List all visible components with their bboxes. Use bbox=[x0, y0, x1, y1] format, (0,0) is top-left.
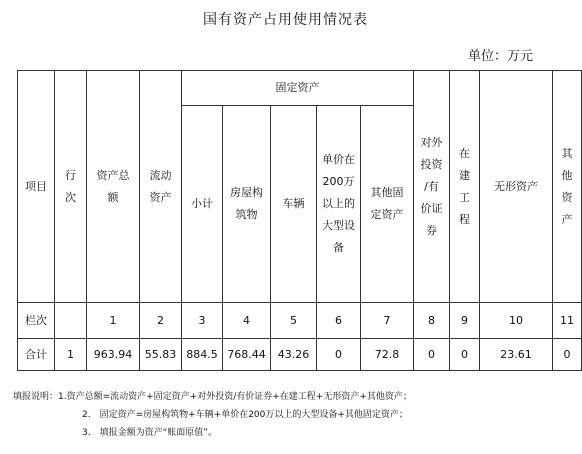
table-cell: 2 bbox=[140, 303, 182, 339]
note-line: 2. 固定资产=房屋构筑物+车辆+单价在200万以上的大型设备+其他固定资产； bbox=[82, 410, 408, 420]
total-label: 合计 bbox=[18, 339, 55, 371]
header-total-assets: 资产总 额 bbox=[87, 71, 140, 303]
table-row-total bbox=[18, 339, 582, 371]
page-title: 国有资产占用使用情况表 bbox=[203, 12, 368, 28]
header-current-assets: 流动 资产 bbox=[140, 71, 182, 303]
table-cell: 0 bbox=[553, 339, 582, 371]
header-construction: 在 建 工 程 bbox=[450, 71, 480, 303]
table-cell: 23.61 bbox=[480, 339, 553, 371]
header-vehicles: 车辆 bbox=[271, 106, 317, 303]
table-cell: 10 bbox=[480, 303, 553, 339]
note-line: 3. 填报金额为资产“账面原值”。 bbox=[82, 428, 217, 438]
note-line: 填报说明：1.资产总额=流动资产+固定资产+对外投资/有价证券+在建工程+无形资产+其他资产； bbox=[13, 392, 412, 402]
header-other-assets: 其 他 资 产 bbox=[553, 71, 582, 303]
table-cell: 0 bbox=[317, 339, 361, 371]
table-cell: 9 bbox=[450, 303, 480, 339]
asset-table bbox=[17, 70, 582, 371]
table-cell: 1 bbox=[55, 339, 87, 371]
table-cell: 0 bbox=[414, 339, 450, 371]
header-large-equipment: 单价在 200万 以上的 大型设 备 bbox=[317, 106, 361, 303]
filling-notes bbox=[13, 388, 412, 442]
table-cell: 963.94 bbox=[87, 339, 140, 371]
header-buildings: 房屋构 筑物 bbox=[223, 106, 271, 303]
table-cell: 11 bbox=[553, 303, 582, 339]
table-cell: 43.26 bbox=[271, 339, 317, 371]
table-cell: 3 bbox=[182, 303, 223, 339]
header-row-no: 行 次 bbox=[55, 71, 87, 303]
header-investment: 对外 投资 /有 价证 券 bbox=[414, 71, 450, 303]
table-cell: 7 bbox=[361, 303, 414, 339]
header-item: 项目 bbox=[18, 71, 55, 303]
table-cell: 8 bbox=[414, 303, 450, 339]
table-cell: 5 bbox=[271, 303, 317, 339]
table-cell: 6 bbox=[317, 303, 361, 339]
column-numbers-label: 栏次 bbox=[18, 303, 55, 339]
header-other-fixed: 其他固 定资产 bbox=[361, 106, 414, 303]
header-intangible: 无形资产 bbox=[480, 71, 553, 303]
header-fixed-assets: 固定资产 bbox=[182, 71, 414, 106]
table-row-column-numbers bbox=[18, 303, 582, 339]
table-cell: 55.83 bbox=[140, 339, 182, 371]
table-cell: 0 bbox=[450, 339, 480, 371]
unit-label: 单位：万元 bbox=[468, 49, 534, 64]
table-cell: 72.8 bbox=[361, 339, 414, 371]
header-subtotal: 小计 bbox=[182, 106, 223, 303]
table-cell: 768.44 bbox=[223, 339, 271, 371]
table-cell: 1 bbox=[87, 303, 140, 339]
table-cell: 4 bbox=[223, 303, 271, 339]
table-cell bbox=[55, 303, 87, 339]
table-cell: 884.5 bbox=[182, 339, 223, 371]
